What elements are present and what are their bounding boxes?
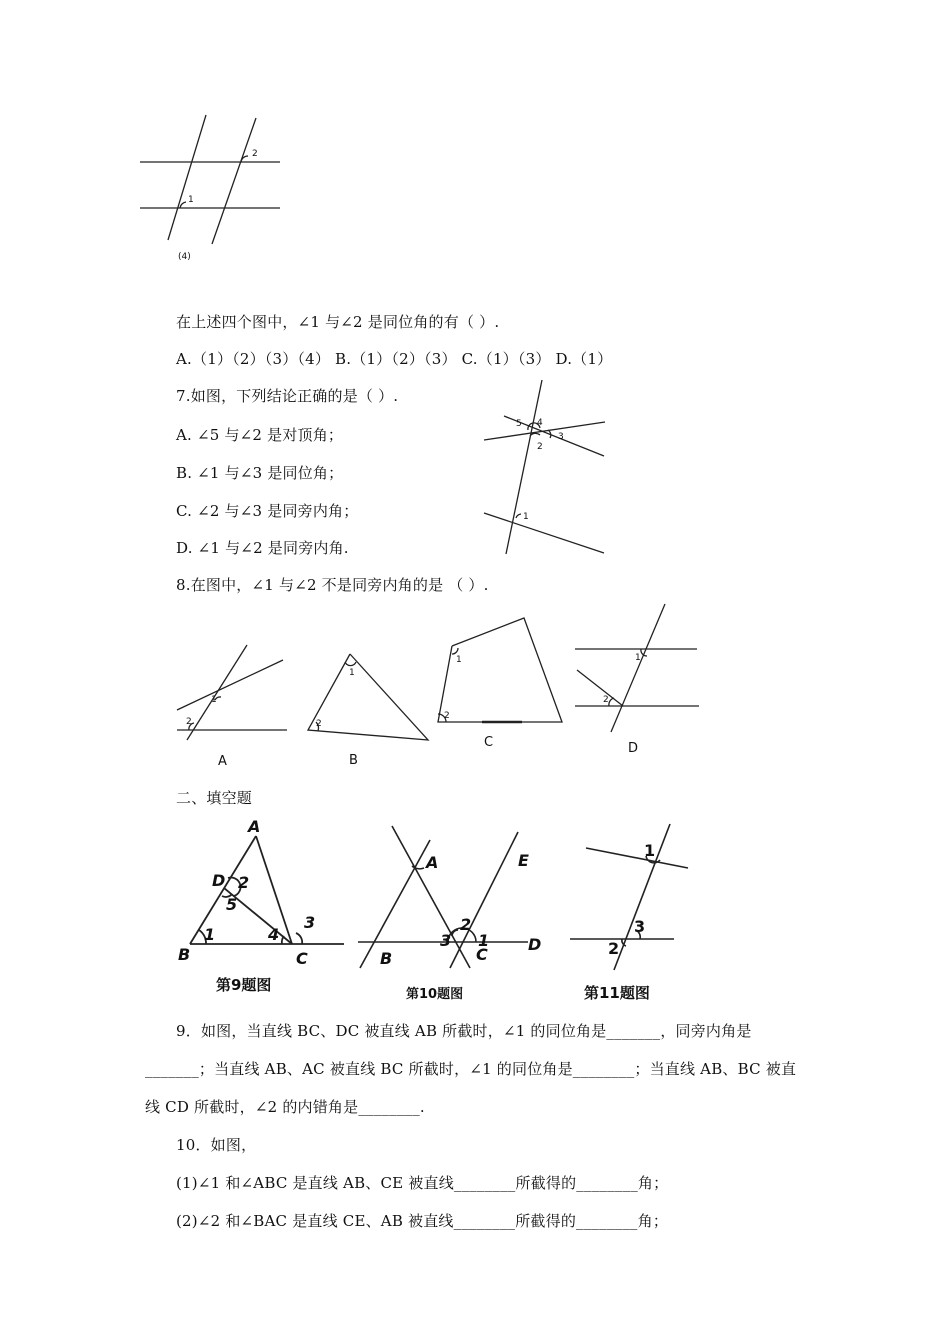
q9-line-1: 9．如图，当直线 BC、DC 被直线 AB 所截时，∠1 的同位角是_______，同旁内角是 [176,1022,752,1040]
q8-figure-c [434,612,566,752]
fig9-point-a: A [248,817,261,836]
q10-item-2: (2)∠2 和∠BAC 是直线 CE、AB 被直线________所截得的________角； [176,1212,669,1230]
fig11-angle-3: 3 [634,917,646,936]
q8-figure-d [573,602,703,757]
fig10-point-b: B [380,949,393,968]
fig10-point-d: D [528,935,542,954]
q8-figure-a [175,625,290,770]
q7-fig-label-2: 2 [537,442,543,452]
fig9-point-b: B [178,945,191,964]
q7-stem: 7.如图，下列结论正确的是（ ）. [176,387,399,405]
q7-option-b: B. ∠1 与∠3 是同位角； [176,464,344,482]
q8-d-label-1: 1 [635,653,641,663]
q7-fig-label-3: 3 [558,432,564,442]
fig4-caption: (4) [178,252,191,262]
q8-c-label-2: 2 [444,711,450,721]
figure-10 [352,818,552,1000]
q7-option-a: A. ∠5 与∠2 是对顶角； [176,426,344,444]
q8-d-caption: D [628,741,639,756]
fig10-caption: 第10题图 [406,987,464,1002]
fig10-point-c: C [476,945,488,964]
figure-11 [566,818,696,1004]
fig10-point-e: E [518,851,529,870]
fig10-angle-2: 2 [460,915,472,934]
fig9-angle-4: 4 [268,925,280,944]
q9-line-3: 线 CD 所截时，∠2 的内错角是________. [145,1098,425,1116]
q8-b-label-2: 2 [316,719,322,729]
fig4-label-1: 1 [188,195,194,205]
fig4-label-2: 2 [252,149,258,159]
q8-c-caption: C [484,735,494,750]
fig10-angle-3: 3 [440,931,452,950]
q7-figure [480,378,610,558]
q7-option-d: D. ∠1 与∠2 是同旁内角. [176,539,349,557]
section2-title: 二、填空题 [176,789,253,807]
fig9-angle-2: 2 [238,873,250,892]
fig9-caption: 第9题图 [216,976,272,994]
q10-stem: 10．如图， [176,1136,257,1154]
q9-line-2: _______；当直线 AB、AC 被直线 BC 所截时，∠1 的同位角是________；当直线 AB、BC 被直 [145,1060,797,1078]
q6-text: 在上述四个图中，∠1 与∠2 是同位角的有（ ）. [176,313,500,331]
q8-d-label-2: 2 [603,695,609,705]
fig11-caption: 第11题图 [584,984,650,1002]
q8-b-caption: B [349,753,358,768]
q7-fig-label-1: 1 [523,512,529,522]
fig9-point-c: C [296,949,308,968]
q8-b-label-1: 1 [349,668,355,678]
fig10-point-a: A [426,853,439,872]
q6-options: A.（1）（2）（3）（4） B.（1）（2）（3） C.（1）（3） D.（1） [176,350,613,368]
figure-4 [138,110,288,270]
q8-a-caption: A [218,754,227,769]
q7-fig-label-5: 5 [516,419,522,429]
q8-a-label-1: 1 [211,695,217,705]
q8-a-label-2: 2 [186,717,192,727]
q10-item-1: (1)∠1 和∠ABC 是直线 AB、CE 被直线________所截得的________角； [176,1174,669,1192]
q7-fig-label-4: 4 [537,418,543,428]
fig11-angle-1: 1 [644,841,656,860]
q7-option-c: C. ∠2 与∠3 是同旁内角； [176,502,359,520]
fig9-angle-1: 1 [204,925,216,944]
q8-stem: 8.在图中，∠1 与∠2 不是同旁内角的是 （ ）. [176,576,489,594]
q8-c-label-1: 1 [456,655,462,665]
fig9-point-d: D [212,871,226,890]
q8-figure-b [302,648,434,770]
fig10-angle-1: 1 [478,931,490,950]
fig11-angle-2: 2 [608,939,620,958]
fig9-angle-3: 3 [304,913,316,932]
figure-9 [172,818,352,998]
fig9-angle-5: 5 [226,895,238,914]
